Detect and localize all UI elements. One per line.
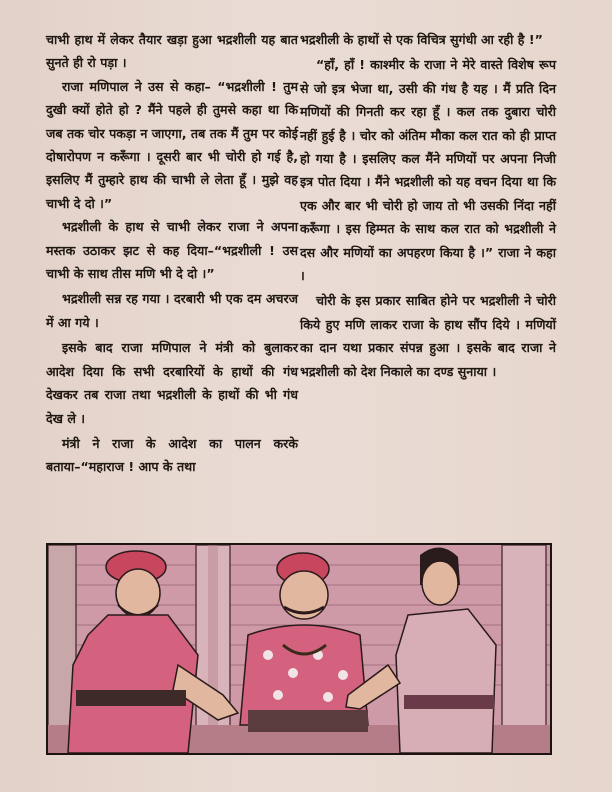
paragraph: भद्रशीली के हाथों से एक विचित्र सुगंधी आ रही है !” xyxy=(300,32,543,47)
pillar xyxy=(502,545,546,753)
illustration-scene xyxy=(48,545,550,753)
paragraph: राजा मणिपाल ने उस से कहा– “भद्रशीली ! तुम दुखी क्यों होते हो ? मैंने पहले ही तुमसे कहा था कि जब तक चोर पकड़ा न जाएगा, तब तक मैं तुम पर कोई दोषारोपण न करूँगा । दूसरी बार भी चोरी हो गई है, इसलिए मैं तुम्हारे हाथ की चाभी ले लेता हूँ । मुझे वह चाभी दे दो ।” xyxy=(46,78,298,211)
paragraph: इसके बाद राजा मणिपाल ने मंत्री को बुलाकर आदेश दिया कि सभी दरबारियों के हाथों की गंध देखकर तब राजा तथा भद्रशीली के हाथों की भी गंध देख ले । xyxy=(46,340,298,426)
right-text-column xyxy=(300,28,556,383)
paragraph: “हाँ, हाँ ! काश्मीर के राजा ने मेरे वास्ते विशेष रूप से जो इत्र भेजा था, उसी की गंध है यह । मैं प्रति दिन मणियों की गिनती कर रहा हूँ । कल तक दुबारा चोरी नहीं हुई है । चोर को अंतिम मौका कल रात को ही प्राप्त हो गया है । इसलिए कल मैंने मणियों पर अपना निजी इत्र पोत दिया । मैंने भद्रशीली को यह वचन दिया था कि एक और बार भी चोरी हो जाय तो भी उसकी निंदा नहीं करूँगा । इस हिम्मत के साथ कल रात को भद्रशीली ने दस और मणियों का अपहरण किया है ।” राजा ने कहा । xyxy=(300,57,556,284)
paragraph: चोरी के इस प्रकार साबित होने पर भद्रशीली ने चोरी किये हुए मणि लाकर राजा के हाथ सौंप दिये । मणियों का दान यथा प्रकार संपन्न हुआ । इसके बाद राजा ने भद्रशीली को देश निकाले का दण्ड सुनाया । xyxy=(300,293,556,379)
story-illustration xyxy=(46,543,552,755)
paragraph: चाभी हाथ में लेकर तैयार खड़ा हुआ भद्रशीली यह बात सुनते ही रो पड़ा । xyxy=(46,32,298,71)
paragraph: मंत्री ने राजा के आदेश का पालन करके बताया–“महाराज ! आप के तथा xyxy=(46,435,298,475)
paragraph: भद्रशीली के हाथ से चाभी लेकर राजा ने अपना मस्तक उठाकर झट से कह दिया–“भद्रशीली ! उस चाभी के साथ तीस मणि भी दे दो ।” xyxy=(46,219,298,282)
paragraph: भद्रशीली सन्न रह गया । दरबारी भी एक दम अचरज में आ गये । xyxy=(46,291,298,330)
left-text-column xyxy=(46,28,298,479)
